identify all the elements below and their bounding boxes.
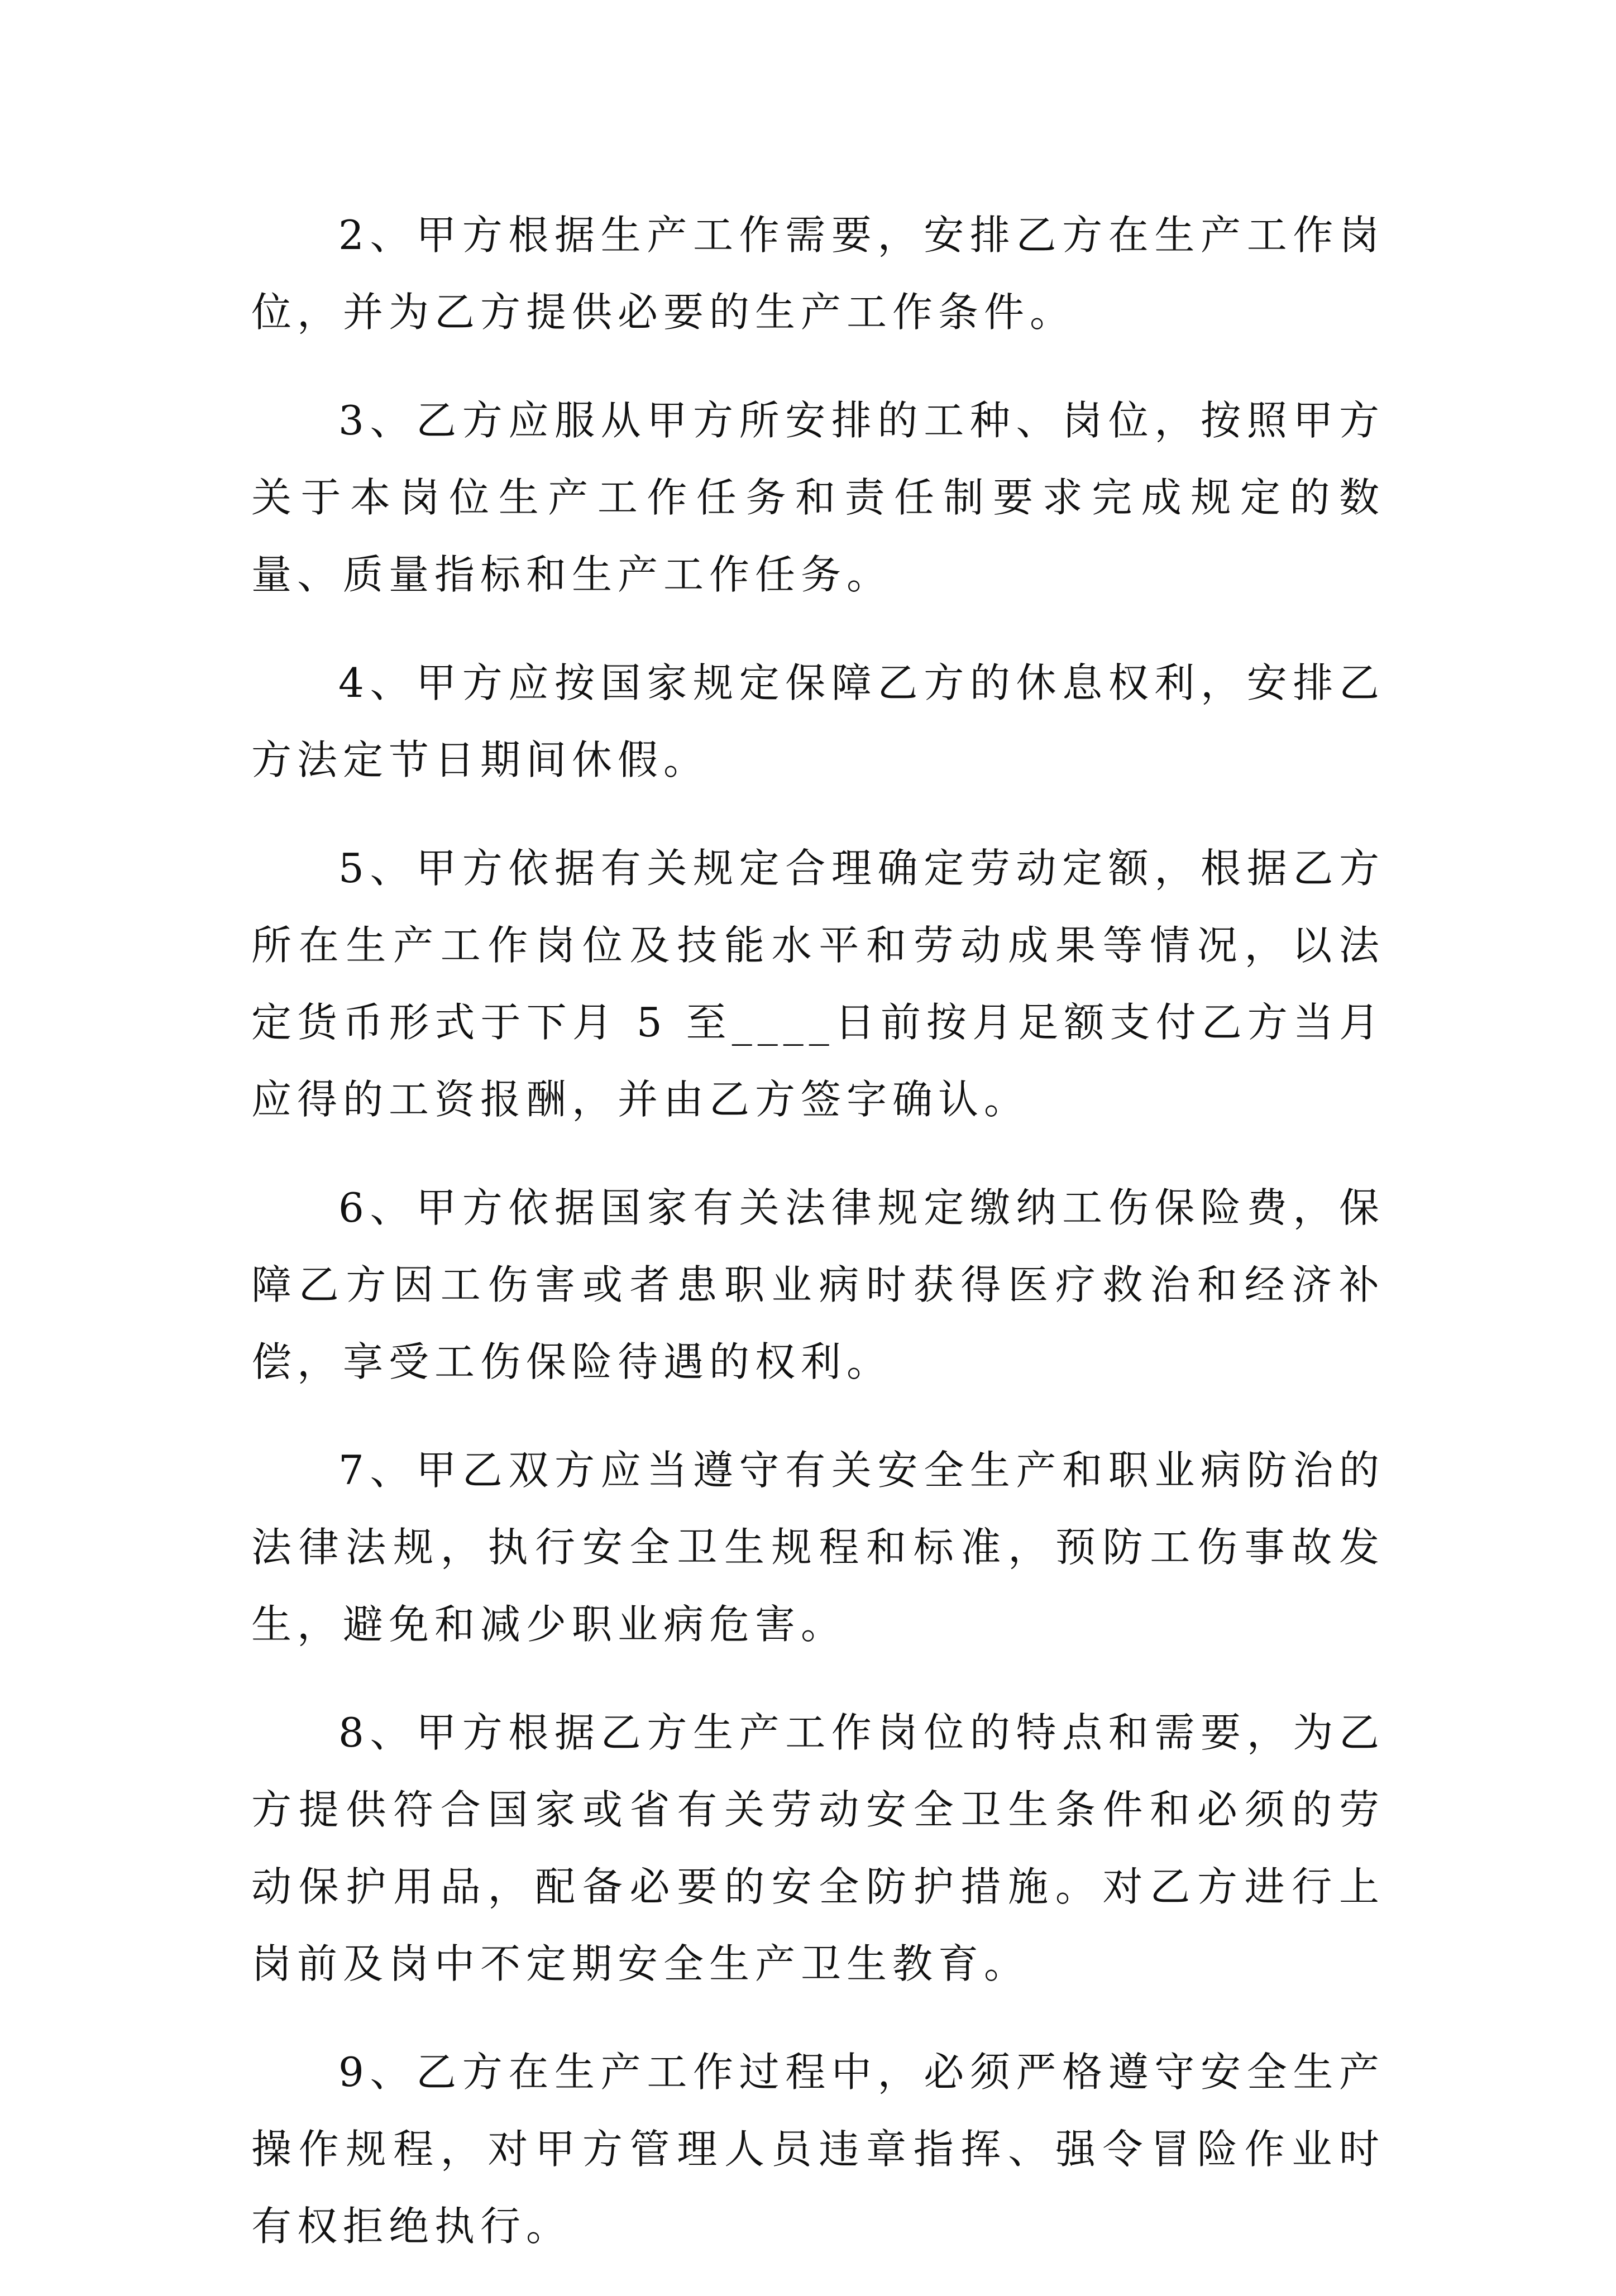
clause-7: 7、甲乙双方应当遵守有关安全生产和职业病防治的法律法规，执行安全卫生规程和标准，预防工伤事故发生，避免和减少职业病危害。 [251,1447,1385,1648]
clause-9: 9、乙方在生产工作过程中，必须严格遵守安全生产操作规程，对甲方管理人员违章指挥、强令冒险作业时有权拒绝执行。 [251,2049,1385,2250]
clause-8: 8、甲方根据乙方生产工作岗位的特点和需要，为乙方提供符合国家或省有关劳动安全卫生条件和必须的劳动保护用品，配备必要的安全防护措施。对乙方进行上岗前及岗中不定期安全生产卫生教育。 [251,1709,1385,1987]
clause-6: 6、甲方依据国家有关法律规定缴纳工伤保险费，保障乙方因工伤害或者患职业病时获得医疗救治和经济补偿，享受工伤保险待遇的权利。 [251,1184,1385,1385]
clause-5: 5、甲方依据有关规定合理确定劳动定额，根据乙方所在生产工作岗位及技能水平和劳动成果等情况，以法定货币形式于下月 5 至____日前按月足额支付乙方当月应得的工资报酬，并由乙方签字确认。 [251,845,1385,1123]
document-page [251,197,1385,2296]
clause-4: 4、甲方应按国家规定保障乙方的休息权利，安排乙方法定节日期间休假。 [251,659,1385,783]
clause-2: 2、甲方根据生产工作需要，安排乙方在生产工作岗位，并为乙方提供必要的生产工作条件。 [251,212,1385,336]
clause-3: 3、乙方应服从甲方所安排的工种、岗位，按照甲方关于本岗位生产工作任务和责任制要求完成规定的数量、质量指标和生产工作任务。 [251,397,1385,598]
